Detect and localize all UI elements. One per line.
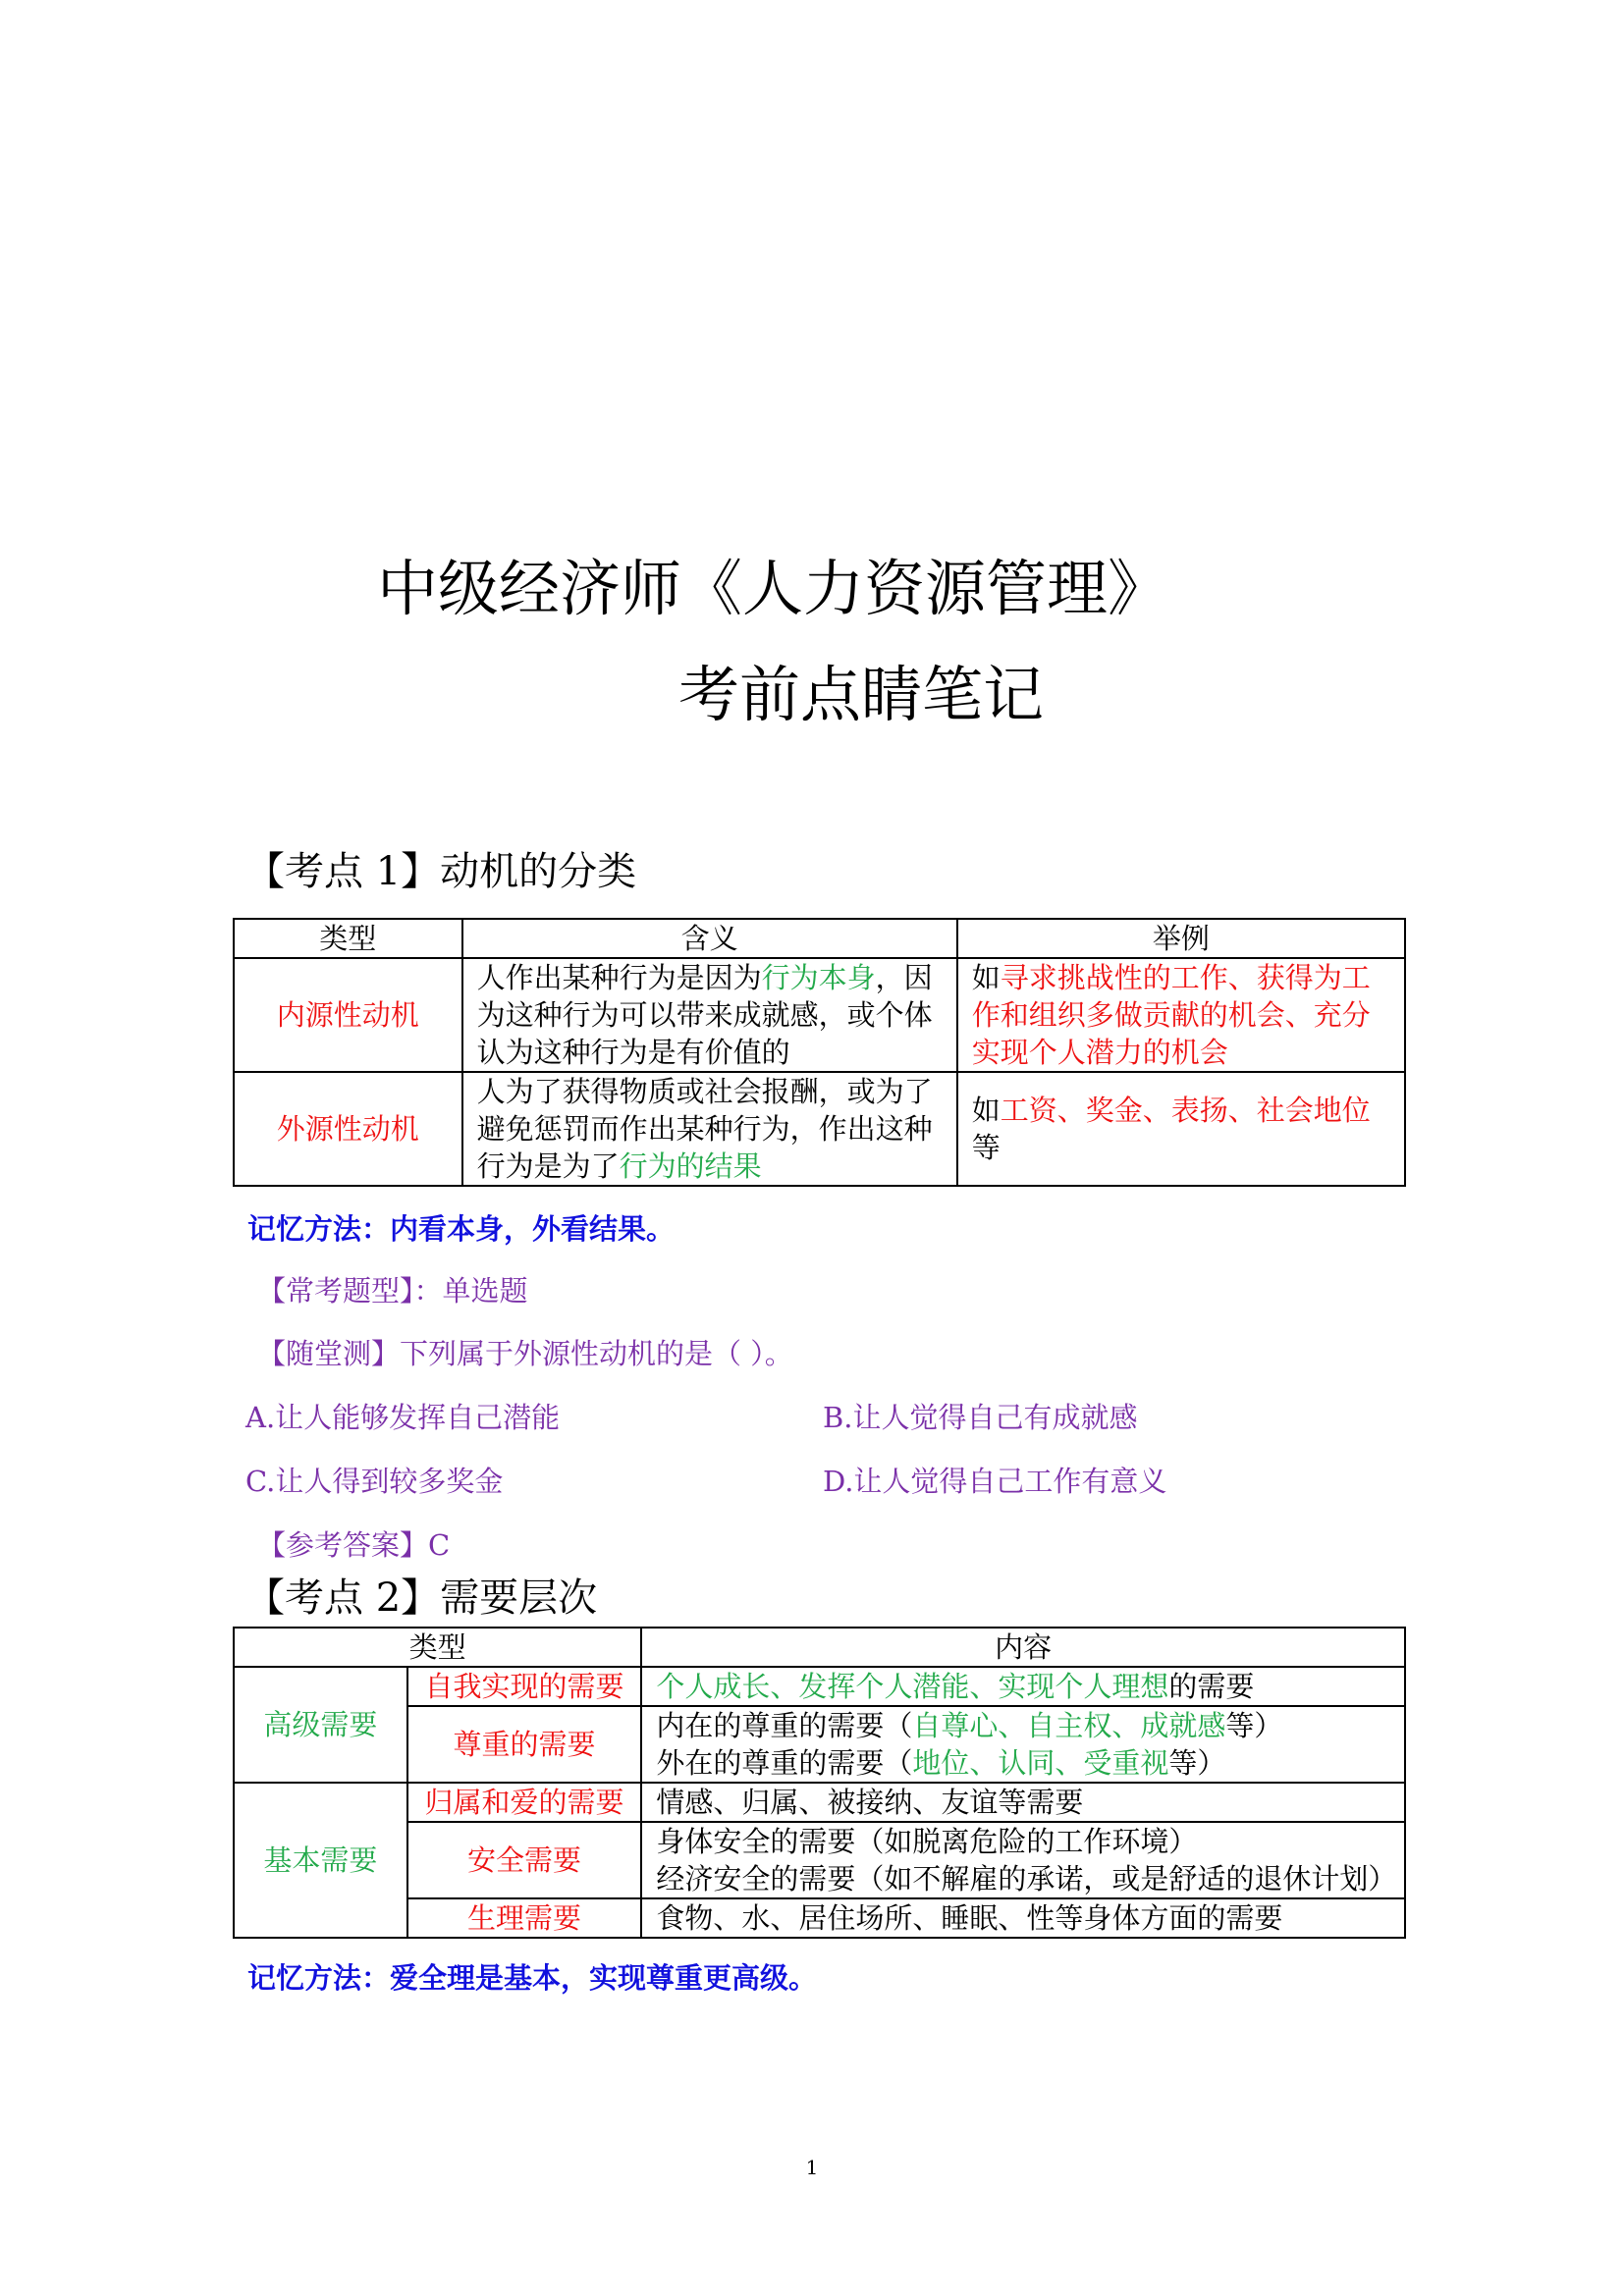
header-cell: 举例: [957, 919, 1405, 958]
memory-tip: 记忆方法：内看本身，外看结果。: [247, 1212, 676, 1246]
need-label: 安全需要: [407, 1822, 642, 1898]
table-row: [234, 958, 1405, 1072]
option-a: A.让人能够发挥自己潜能: [245, 1401, 561, 1434]
section2-heading: 【考点 2】需要层次: [245, 1575, 598, 1621]
need-content: 情感、归属、被接纳、友谊等需要: [641, 1783, 1405, 1822]
table-row: [234, 1667, 1405, 1706]
meaning-cell: 人作出某种行为是因为行为本身，因为这种行为可以带来成就感，或个体认为这种行为是有价值的: [462, 958, 957, 1072]
table-row: [234, 1072, 1405, 1186]
reference-answer: 【参考答案】C: [257, 1528, 451, 1562]
need-content: 身体安全的需要（如脱离危险的工作环境） 经济安全的需要（如不解雇的承诺，或是舒适的退休计划）: [641, 1822, 1405, 1898]
need-content: 食物、水、居住场所、睡眠、性等身体方面的需要: [641, 1898, 1405, 1938]
type-cell: 外源性动机: [234, 1072, 462, 1186]
need-label: 尊重的需要: [407, 1706, 642, 1783]
page-number: 1: [805, 2156, 819, 2179]
option-d: D.让人觉得自己工作有意义: [823, 1465, 1167, 1498]
header-cell: 含义: [462, 919, 957, 958]
quiz-question: 【随堂测】下列属于外源性动机的是（ ）。: [257, 1337, 793, 1370]
type-cell: 内源性动机: [234, 958, 462, 1072]
meaning-cell: 人为了获得物质或社会报酬，或为了避免惩罚而作出某种行为，作出这种行为是为了行为的结果: [462, 1072, 957, 1186]
header-cell: 类型: [234, 919, 462, 958]
document-subtitle: 考前点睛笔记: [677, 659, 1044, 730]
option-c: C.让人得到较多奖金: [245, 1465, 504, 1498]
document-title: 中级经济师《人力资源管理》: [376, 553, 1168, 624]
example-cell: 如工资、奖金、表扬、社会地位等: [957, 1072, 1405, 1186]
needs-hierarchy-table: [233, 1627, 1406, 1939]
group-high-cell: 高级需要: [234, 1667, 407, 1783]
table-header-row: [234, 1628, 1405, 1667]
table-row: [234, 1783, 1405, 1822]
motivation-table: [233, 918, 1406, 1187]
group-basic-cell: 基本需要: [234, 1783, 407, 1938]
need-content: 内在的尊重的需要（自尊心、自主权、成就感等） 外在的尊重的需要（地位、认同、受重视等）: [641, 1706, 1405, 1783]
header-cell: 类型: [234, 1628, 641, 1667]
need-label: 自我实现的需要: [407, 1667, 642, 1706]
table-row: [234, 1822, 1405, 1898]
table-header-row: [234, 919, 1405, 958]
table-row: [234, 1706, 1405, 1783]
section1-heading: 【考点 1】动机的分类: [245, 849, 637, 894]
header-cell: 内容: [641, 1628, 1405, 1667]
need-content: 个人成长、发挥个人潜能、实现个人理想的需要: [641, 1667, 1405, 1706]
need-label: 生理需要: [407, 1898, 642, 1938]
example-cell: 如寻求挑战性的工作、获得为工作和组织多做贡献的机会、充分实现个人潜力的机会: [957, 958, 1405, 1072]
table-row: [234, 1898, 1405, 1938]
option-b: B.让人觉得自己有成就感: [823, 1401, 1138, 1434]
question-type: 【常考题型】：单选题: [257, 1274, 528, 1308]
need-label: 归属和爱的需要: [407, 1783, 642, 1822]
memory-tip: 记忆方法：爱全理是基本，实现尊重更高级。: [247, 1961, 818, 1995]
